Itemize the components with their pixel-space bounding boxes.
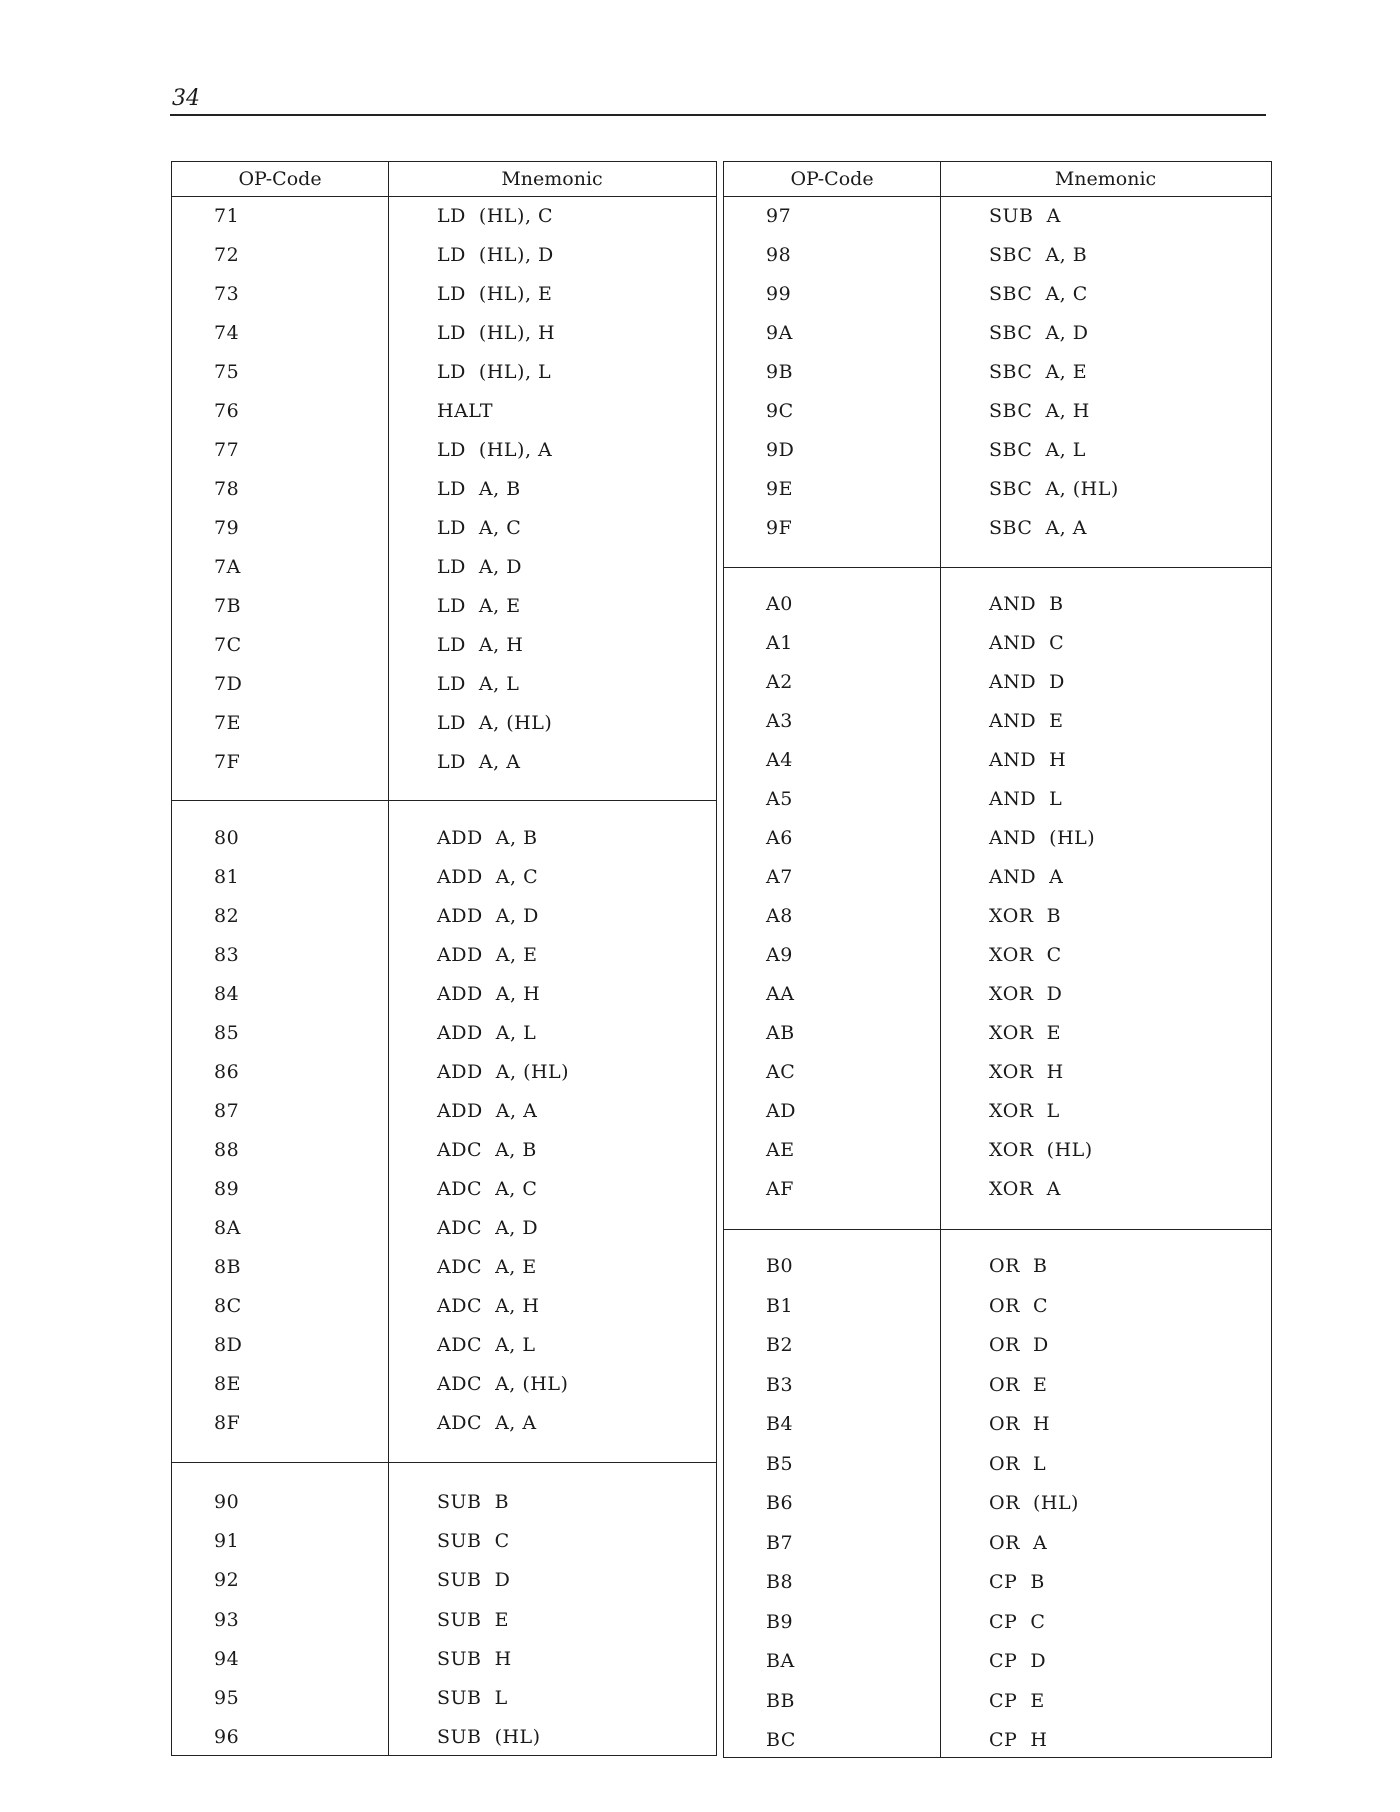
opcode-cell: A6 [766,827,793,849]
table-row [724,1334,1271,1364]
mnemonic-cell: AND L [989,788,1063,810]
opcode-cell: 91 [214,1530,240,1553]
mnemonic-cell: ADD A, A [437,1100,538,1122]
table-row [724,517,1271,547]
mnemonic-cell: AND D [989,671,1065,693]
opcode-cell: 71 [214,205,240,227]
table-row [172,283,716,313]
opcode-cell: A3 [766,710,793,732]
table-row [172,1295,716,1325]
table-row [724,1295,1271,1325]
mnemonic-cell: OR L [989,1452,1047,1475]
opcode-cell: 7A [214,556,241,578]
table-row [724,1061,1271,1091]
opcode-cell: A8 [766,905,793,927]
mnemonic-cell: AND (HL) [989,827,1096,849]
opcode-cell: 78 [214,478,240,500]
opcode-cell: B3 [766,1373,794,1396]
table-row [724,866,1271,896]
opcode-cell: 96 [214,1726,240,1749]
opcode-cell: B9 [766,1610,794,1633]
mnemonic-cell: XOR B [989,905,1062,927]
mnemonic-cell: SUB E [437,1608,509,1631]
table-row [172,827,716,857]
mnemonic-cell: LD A, A [437,751,521,773]
section-divider [172,800,716,801]
opcode-cell: 8D [214,1334,243,1356]
opcode-cell: 73 [214,283,240,305]
opcode-cell: 87 [214,1100,240,1122]
mnemonic-cell: SBC A, C [989,283,1088,305]
table-row [724,632,1271,662]
table-row [724,400,1271,430]
opcode-cell: 74 [214,322,240,344]
mnemonic-cell: SBC A, A [989,517,1087,539]
table-row [724,1374,1271,1404]
mnemonic-cell: XOR (HL) [989,1139,1093,1161]
opcode-cell: 97 [766,205,792,227]
header-rule [170,114,1266,116]
mnemonic-cell: ADC A, (HL) [437,1373,569,1395]
table-row [724,1532,1271,1562]
opcode-cell: 83 [214,944,240,966]
opcode-cell: 7C [214,634,242,656]
mnemonic-cell: HALT [437,400,494,422]
opcode-cell: 98 [766,244,792,266]
table-row [172,205,716,235]
opcode-cell: 76 [214,400,240,422]
opcode-cell: 95 [214,1687,240,1709]
opcode-cell: 92 [214,1569,240,1592]
opcode-cell: 82 [214,905,240,927]
opcode-cell: 80 [214,827,240,849]
mnemonic-cell: CP B [989,1571,1045,1593]
opcode-cell: 8E [214,1373,241,1395]
table-row [724,827,1271,857]
mnemonic-cell: AND A [989,866,1064,888]
opcode-cell: BC [766,1729,796,1751]
table-row [724,1690,1271,1720]
mnemonic-cell: ADC A, L [437,1334,536,1356]
mnemonic-cell: XOR L [989,1100,1060,1122]
mnemonic-cell: SBC A, (HL) [989,478,1119,500]
opcode-cell: AB [766,1022,795,1044]
opcode-cell: 9D [766,439,795,461]
opcode-cell: 9C [766,400,794,422]
opcode-cell: A4 [766,749,793,771]
table-row [172,1569,716,1599]
table-row [724,244,1271,274]
mnemonic-cell: AND E [989,710,1064,732]
opcode-cell: AE [766,1139,795,1161]
mnemonic-cell: SUB D [437,1569,511,1592]
table-row [724,905,1271,935]
mnemonic-cell: CP C [989,1610,1046,1633]
mnemonic-cell: SBC A, H [989,400,1090,422]
mnemonic-cell: ADD A, H [437,983,541,1005]
table-row [724,1611,1271,1641]
page-number: 34 [172,86,200,111]
table-row [172,1139,716,1169]
opcode-cell: B7 [766,1531,794,1554]
mnemonic-cell: OR C [989,1294,1048,1317]
mnemonic-cell: SUB C [437,1530,510,1553]
mnemonic-cell: SBC A, L [989,439,1086,461]
mnemonic-cell: ADC A, D [437,1217,539,1239]
table-row [172,944,716,974]
table-row [172,1178,716,1208]
mnemonic-cell: LD A, H [437,634,524,656]
table-row [172,983,716,1013]
table-row [172,1373,716,1403]
mnemonic-cell: SUB B [437,1491,510,1513]
table-header [172,162,716,197]
mnemonic-cell: LD (HL), E [437,283,553,305]
table-row [724,710,1271,740]
mnemonic-cell: LD A, E [437,595,521,617]
table-row [172,1687,716,1717]
mnemonic-cell: SBC A, D [989,322,1089,344]
opcode-cell: 75 [214,361,240,383]
mnemonic-cell: SUB L [437,1687,508,1709]
mnemonic-cell: OR (HL) [989,1492,1079,1514]
mnemonic-cell: LD (HL), A [437,439,553,461]
table-row [172,478,716,508]
table-row [172,361,716,391]
table-row [172,866,716,896]
table-row [724,283,1271,313]
table-row [724,1729,1271,1759]
table-row [724,439,1271,469]
table-row [724,1650,1271,1680]
opcode-cell: 89 [214,1178,240,1200]
table-row [172,1217,716,1247]
opcode-cell: B4 [766,1413,794,1435]
mnemonic-cell: ADC A, A [437,1412,537,1434]
mnemonic-column-header: Mnemonic [1054,168,1157,190]
table-row [172,556,716,586]
table-row [172,1061,716,1091]
opcode-cell: A7 [766,866,793,888]
table-row [724,322,1271,352]
opcode-cell: 8B [214,1256,242,1278]
opcode-cell: 9B [766,361,794,383]
table-row [172,751,716,781]
mnemonic-cell: OR B [989,1255,1048,1277]
opcode-cell: BB [766,1689,795,1712]
table-row [172,400,716,430]
opcode-cell: 81 [214,866,240,888]
table-row [724,1022,1271,1052]
opcode-cell: 90 [214,1491,240,1513]
mnemonic-cell: CP D [989,1650,1047,1672]
mnemonic-cell: OR D [989,1334,1049,1356]
mnemonic-cell: LD A, D [437,556,522,578]
mnemonic-cell: ADC A, C [437,1178,538,1200]
opcode-column-header: OP-Code [790,168,874,190]
opcode-cell: 72 [214,244,240,266]
opcode-cell: B6 [766,1492,794,1514]
table-row [724,671,1271,701]
mnemonic-cell: OR E [989,1373,1048,1396]
mnemonic-cell: LD A, C [437,517,522,539]
table-row [724,1413,1271,1443]
table-row [724,1255,1271,1285]
table-row [172,1022,716,1052]
section-divider [724,1229,1271,1230]
mnemonic-cell: SUB A [989,205,1061,227]
mnemonic-cell: AND H [989,749,1067,771]
table-row [724,478,1271,508]
opcode-cell: 7D [214,673,243,695]
mnemonic-cell: LD (HL), C [437,205,554,227]
table-row [724,1139,1271,1169]
opcode-cell: 93 [214,1608,240,1631]
mnemonic-cell: ADD A, E [437,944,538,966]
mnemonic-cell: ADD A, (HL) [437,1061,570,1083]
table-row [724,361,1271,391]
opcode-cell: 8F [214,1412,241,1434]
mnemonic-cell: OR H [989,1413,1051,1435]
mnemonic-cell: XOR D [989,983,1063,1005]
opcode-cell: 86 [214,1061,240,1083]
mnemonic-cell: LD A, L [437,673,520,695]
mnemonic-cell: LD (HL), H [437,322,556,344]
mnemonic-cell: LD (HL), D [437,244,554,266]
table-row [172,439,716,469]
opcode-cell: 88 [214,1139,240,1161]
mnemonic-cell: ADD A, C [437,866,539,888]
opcode-cell: 77 [214,439,240,461]
mnemonic-cell: CP H [989,1729,1048,1751]
opcode-cell: B5 [766,1452,794,1475]
mnemonic-cell: AND B [989,593,1064,615]
mnemonic-cell: LD (HL), L [437,361,552,383]
table-row [172,1491,716,1521]
table-row [724,205,1271,235]
opcode-cell: 99 [766,283,792,305]
table-row [724,983,1271,1013]
opcode-cell: B2 [766,1334,794,1356]
mnemonic-cell: XOR C [989,944,1062,966]
table-row [724,1178,1271,1208]
opcode-cell: BA [766,1650,795,1672]
opcode-cell: 8A [214,1217,241,1239]
mnemonic-cell: ADD A, L [437,1022,537,1044]
table-row [172,1256,716,1286]
mnemonic-cell: ADD A, B [437,827,538,849]
mnemonic-cell: ADD A, D [437,905,539,927]
table-row [172,244,716,274]
opcode-cell: 84 [214,983,240,1005]
mnemonic-cell: SUB H [437,1647,512,1670]
mnemonic-cell: ADC A, H [437,1295,540,1317]
opcode-cell: AD [766,1100,796,1122]
opcode-cell: B1 [766,1294,794,1317]
opcode-table-right [723,161,1272,1758]
table-row [724,1571,1271,1601]
opcode-cell: 79 [214,517,240,539]
mnemonic-cell: SBC A, E [989,361,1088,383]
table-row [172,1609,716,1639]
table-row [172,1100,716,1130]
opcode-cell: 94 [214,1647,240,1670]
table-row [172,905,716,935]
mnemonic-cell: SUB (HL) [437,1726,541,1749]
opcode-cell: AA [766,983,795,1005]
table-row [172,322,716,352]
table-row [724,593,1271,623]
table-row [724,1100,1271,1130]
table-row [172,634,716,664]
opcode-cell: 8C [214,1295,242,1317]
opcode-cell: AF [766,1178,794,1200]
mnemonic-cell: XOR E [989,1022,1062,1044]
opcode-cell: 9F [766,517,793,539]
opcode-cell: 7B [214,595,242,617]
opcode-cell: A5 [766,788,793,810]
table-row [172,1726,716,1756]
opcode-cell: A0 [766,593,793,615]
opcode-cell: A1 [766,632,793,654]
mnemonic-cell: XOR H [989,1061,1064,1083]
opcode-cell: 7F [214,751,241,773]
table-row [172,1334,716,1364]
mnemonic-cell: XOR A [989,1178,1061,1200]
opcode-cell: 9A [766,322,793,344]
opcode-cell: B0 [766,1255,794,1277]
table-row [172,1412,716,1442]
table-row [172,712,716,742]
opcode-cell: 7E [214,712,241,734]
table-row [172,1648,716,1678]
opcode-cell: 9E [766,478,793,500]
table-row [724,749,1271,779]
mnemonic-column-header: Mnemonic [501,168,603,190]
table-header [724,162,1271,197]
opcode-cell: 85 [214,1022,240,1044]
mnemonic-cell: OR A [989,1531,1048,1554]
mnemonic-cell: ADC A, E [437,1256,537,1278]
opcode-cell: A9 [766,944,793,966]
mnemonic-cell: CP E [989,1689,1045,1712]
table-row [724,1492,1271,1522]
mnemonic-cell: ADC A, B [437,1139,537,1161]
opcode-table-left [171,161,717,1756]
mnemonic-cell: AND C [989,632,1065,654]
table-row [724,944,1271,974]
mnemonic-cell: LD A, (HL) [437,712,553,734]
mnemonic-cell: SBC A, B [989,244,1088,266]
table-row [172,595,716,625]
table-row [172,1530,716,1560]
section-divider [172,1462,716,1463]
table-row [724,1453,1271,1483]
mnemonic-cell: LD A, B [437,478,521,500]
table-row [172,517,716,547]
table-row [724,788,1271,818]
opcode-cell: B8 [766,1571,794,1593]
opcode-cell: AC [766,1061,796,1083]
opcode-cell: A2 [766,671,793,693]
opcode-column-header: OP-Code [238,168,322,190]
section-divider [724,567,1271,568]
table-row [172,673,716,703]
